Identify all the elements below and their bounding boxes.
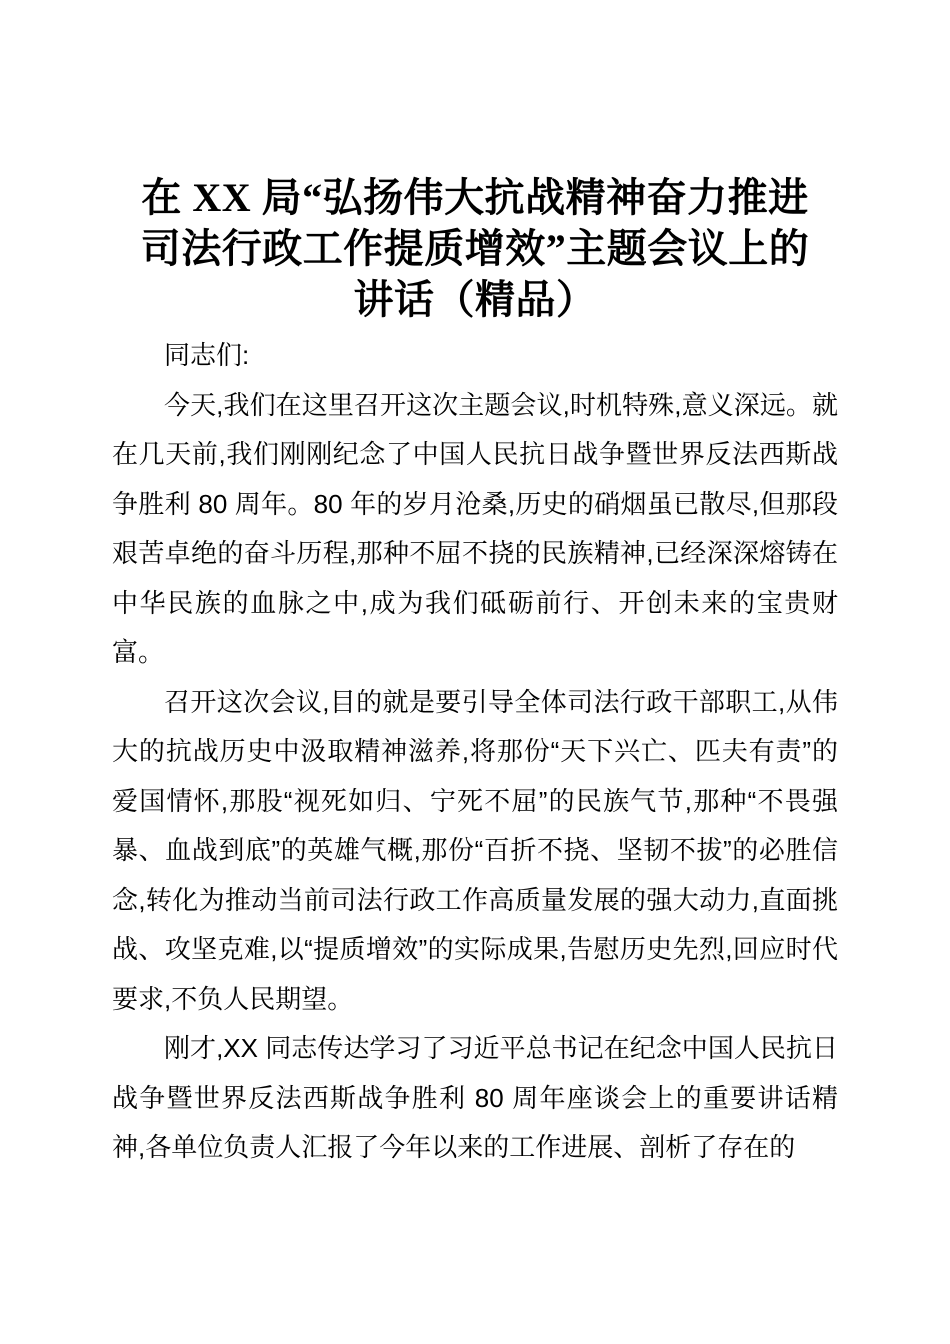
title-line-1: 在 XX 局“弘扬伟大抗战精神奋力推进	[141, 175, 809, 220]
title-line-3: 讲话（精品）	[353, 277, 597, 322]
page-title	[112, 172, 838, 325]
paragraph-opening: 今天,我们在这里召开这次主题会议,时机特殊,意义深远。就在几天前,我们刚刚纪念了中国人民抗日战争暨世界反法西斯战争胜利 80 周年。80 年的岁月沧桑,历史的硝烟虽已散尽,但那段艰苦卓绝的奋斗历程,那种不屈不挠的民族精神,已经深深熔铸在中华民族的血脉之中,成为我们砥砺前行、开创未来的宝贵财富。	[112, 389, 838, 667]
paragraph-purpose: 召开这次会议,目的就是要引导全体司法行政干部职工,从伟大的抗战历史中汲取精神滋养,将那份“天下兴亡、匹夫有责”的爱国情怀,那股“视死如归、宁死不屈”的民族气节,那种“不畏强暴、血战到底”的英雄气概,那份“百折不挠、坚韧不拔”的必胜信念,转化为推动当前司法行政工作高质量发展的强大动力,直面挑战、攻坚克难,以“提质增效”的实际成果,告慰历史先烈,回应时代要求,不负人民期望。	[112, 686, 838, 1014]
paragraph-briefing: 刚才,XX 同志传达学习了习近平总书记在纪念中国人民抗日战争暨世界反法西斯战争胜利 80 周年座谈会上的重要讲话精神,各单位负责人汇报了今年以来的工作进展、剖析了存在的	[112, 1033, 838, 1162]
paragraph-salutation: 同志们:	[164, 340, 250, 370]
title-line-2: 司法行政工作提质增效”主题会议上的	[140, 226, 810, 271]
document-body	[112, 331, 838, 1173]
